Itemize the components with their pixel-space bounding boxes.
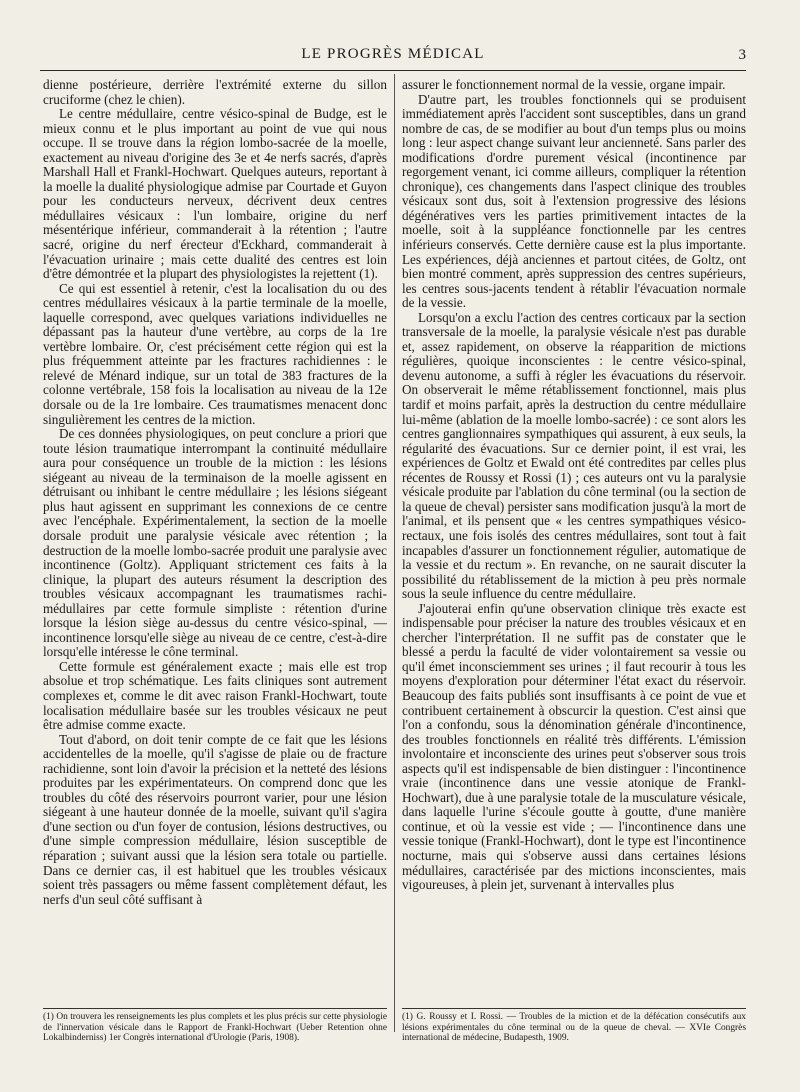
paragraph: Ce qui est essentiel à retenir, c'est la localisation du ou des centres médullaires vésicaux à la partie terminale de la moelle, laquelle correspond, avec quelques variations individuelles ne dépassant pas la hauteur d'une vertèbre, au corps de la 1re vertèbre lombaire. Or, c'est précisément cette région qui est la plus fréquemment atteinte par les fractures rachidiennes : le relevé de Ménard indique, sur un total de 383 fractures de la colonne vertébrale, 158 fois la localisation au niveau de la 12e dorsale ou de la 1re lombaire. Ces traumatismes menacent donc singulièrement les centres de la miction. [43,280,387,427]
left-column [43,78,387,907]
journal-title: LE PROGRÈS MÉDICAL [301,46,485,62]
footnote-left: (1) On trouvera les renseignements les plus complets et les plus précis sur cette physiologie de l'innervation vésicale dans le Rapport de Frankl-Hochwart (Ueber Retention ohne Lokalbinderniss) 1er Congrès international d'Urologie (Paris, 1908). [43,1012,387,1044]
paragraph: Cette formule est généralement exacte ; mais elle est trop absolue et trop schématique. Les faits cliniques sont autrement complexes et, comme le dit avec raison Frankl-Hochwart, toute localisation médullaire basée sur les troubles vésicaux ne peut être admise comme exacte. [43,658,387,733]
column-separator [394,74,395,1032]
header-rule [40,70,746,71]
running-header [40,44,746,70]
paragraph: Le centre médullaire, centre vésico-spinal de Budge, est le mieux connu et le plus important au point de vue qui nous occupe. Il se trouve dans la région lombo-sacrée de la moelle, exactement au niveau d'origine des 3e et 4e nerfs sacrés, d'après Marshall Hall et Frankl-Hochwart. Quelques auteurs, reportant à la moelle la dualité physiologique admise par Courtade et Guyon pour les conducteurs nerveux, décrivent deux centres médullaires vésicaux : l'un lombaire, origine du nerf mésentérique inférieur, commanderait à la rétention ; l'autre sacré, origine du nerf érecteur d'Eckhard, commanderait à l'évacuation urinaire ; mais cette dualité des centres est loin d'être démontrée et la plupart des physiologistes la rejettent (1). [43,106,387,282]
footnote-right: (1) G. Roussy et I. Rossi. — Troubles de la miction et de la défécation consécutifs aux lésions expérimentales du cône terminal ou de la queue de cheval. — XVIe Congrès international de médecine, Budapesth, 1909. [402,1012,746,1044]
page-number: 3 [738,47,746,63]
footnote-rule [402,1008,746,1009]
paragraph: dienne postérieure, derrière l'extrémité externe du sillon cruciforme (chez le chien). [43,77,387,107]
paragraph: assurer le fonctionnement normal de la vessie, organe impair. [402,77,726,92]
paragraph: Tout d'abord, on doit tenir compte de ce fait que les lésions accidentelles de la moelle, qu'il s'agisse de plaie ou de fracture rachidienne, sont loin d'avoir la précision et la netteté des lésions produites par les expérimentateurs. On comprend donc que les troubles du côté des réservoirs pourront varier, pour une lésion siégeant à une hauteur donnée de la moelle, suivant qu'il s'agira d'une section ou d'un foyer de contusion, lésions destructives, ou d'une simple compression médullaire, lésion susceptible de réparation ; suivant aussi que la lésion sera totale ou partielle. Dans ce dernier cas, il est habituel que les troubles vésicaux soient très passagers ou même fassent complètement défaut, les nerfs d'un seul côté suffisant à [43,731,387,907]
right-column [402,78,746,893]
paragraph: De ces données physiologiques, on peut conclure a priori que toute lésion traumatique interrompant la continuité médullaire aura pour conséquence un trouble de la miction : les lésions siégeant au niveau de la terminaison de la moelle agissent en détruisant ou inhibant le centre médullaire ; les lésions siégeant plus haut agissent en supprimant les connexions de ce centre avec l'encéphale. Expérimentalement, la section de la moelle dorsale produit une paralysie vésicale avec rétention ; la destruction de la moelle lombo-sacrée produit une paralysie avec incontinence (Goltz). Appliquant strictement ces faits à la clinique, la plupart des auteurs résument la description des troubles vésicaux accompagnant les traumatismes rachi-médullaires par cette formule simpliste : rétention d'urine lorsque la lésion siège au-dessus du centre vésico-spinal, — incontinence lorsqu'elle siège au niveau de ce centre, c'est-à-dire lorsqu'elle intéresse le cône terminal. [43,426,387,660]
footnote-rule [43,1008,387,1009]
paragraph: J'ajouterai enfin qu'une observation clinique très exacte est indispensable pour préciser la nature des troubles vésicaux et en chercher l'interprétation. Il ne suffit pas de constater que le blessé a perdu la faculté de vider volontairement sa vessie ou qu'il émet inconsciemment ses urines ; il faut recourir à tous les moyens d'exploration pour déterminer l'état exact du réservoir. Beaucoup des faits publiés sont insuffisants à ce point de vue et contribuent certainement à obscurcir la question. C'est ainsi que l'on a confondu, sous la dénomination générale d'incontinence, des troubles fonctionnels en réalité très différents. L'émission involontaire et inconsciente des urines peut s'observer sous trois aspects qu'il est indispensable de bien distinguer : l'incontinence vraie (incontinence dans une vessie atonique de Frankl-Hochwart), due à une paralysie totale de la musculature vésicale, dans laquelle l'urine s'écoule goutte à goutte, d'une manière continue, et où la vessie est vide ; — l'incontinence dans une vessie tonique (Frankl-Hochwart), dont le type est l'incontinence nocturne, mais qui s'observe aussi dans certaines lésions médullaires, caractérisée par des mictions inconscientes, mais vigoureuses, à plein jet, survenant à intervalles plus [402,600,746,893]
paragraph: D'autre part, les troubles fonctionnels qui se produisent immédiatement après l'accident sont susceptibles, dans un grand nombre de cas, de se modifier au bout d'un temps plus ou moins long : leur aspect change suivant leur ancienneté. Sans parler des modifications d'ordre purement vésical (incontinence par regorgement venant, ici comme ailleurs, compliquer la rétention chronique), ces changements dans l'aspect clinique des troubles vésicaux sont dus, soit à l'extension progressive des lésions dégénératives vers les parties primitivement intactes de la moelle, soit à la suppléance fonctionnelle par les centres inférieurs conservés. Cette dernière cause est la plus importante. Les expériences, déjà anciennes et partout citées, de Goltz, ont bien montré comment, après suppression des centres supérieurs, les centres sous-jacents tendent à rétablir l'évacuation normale de la vessie. [402,91,746,311]
paragraph: Lorsqu'on a exclu l'action des centres corticaux par la section transversale de la moelle, la paralysie vésicale n'est pas durable et, assez rapidement, on observe la réapparition de mictions régulières, quoique inconscientes : le centre vésico-spinal, devenu autonome, a suffi à régler les évacuations du réservoir. On observerait le même rétablissement fonctionnel, mais plus tardif et moins parfait, après la destruction du centre médullaire lui-même (ablation de la moelle lombo-sacrée) : ce sont alors les centres ganglionnaires sympathiques qui assurent, à eux seuls, la régularité des évacuations. Sur ce dernier point, il est vrai, les expériences de Goltz et Ewald ont été contredites par celles plus récentes de Roussy et Rossi (1) ; ces auteurs ont vu la paralysie vésicale produite par l'ablation du cône terminal (ou la section de la queue de cheval) persister sans modification jusqu'à la mort de l'animal, et ils pensent que « les centres sympathiques vésico-rectaux, une fois isolés des centres médullaires, sont tout à fait incapables d'assurer un fonctionnement régulier, automatique de la vessie et du rectum ». En revanche, on ne saurait discuter la possibilité du rétablissement de la miction à peu près normale sous la seule influence du centre médullaire. [402,309,746,602]
